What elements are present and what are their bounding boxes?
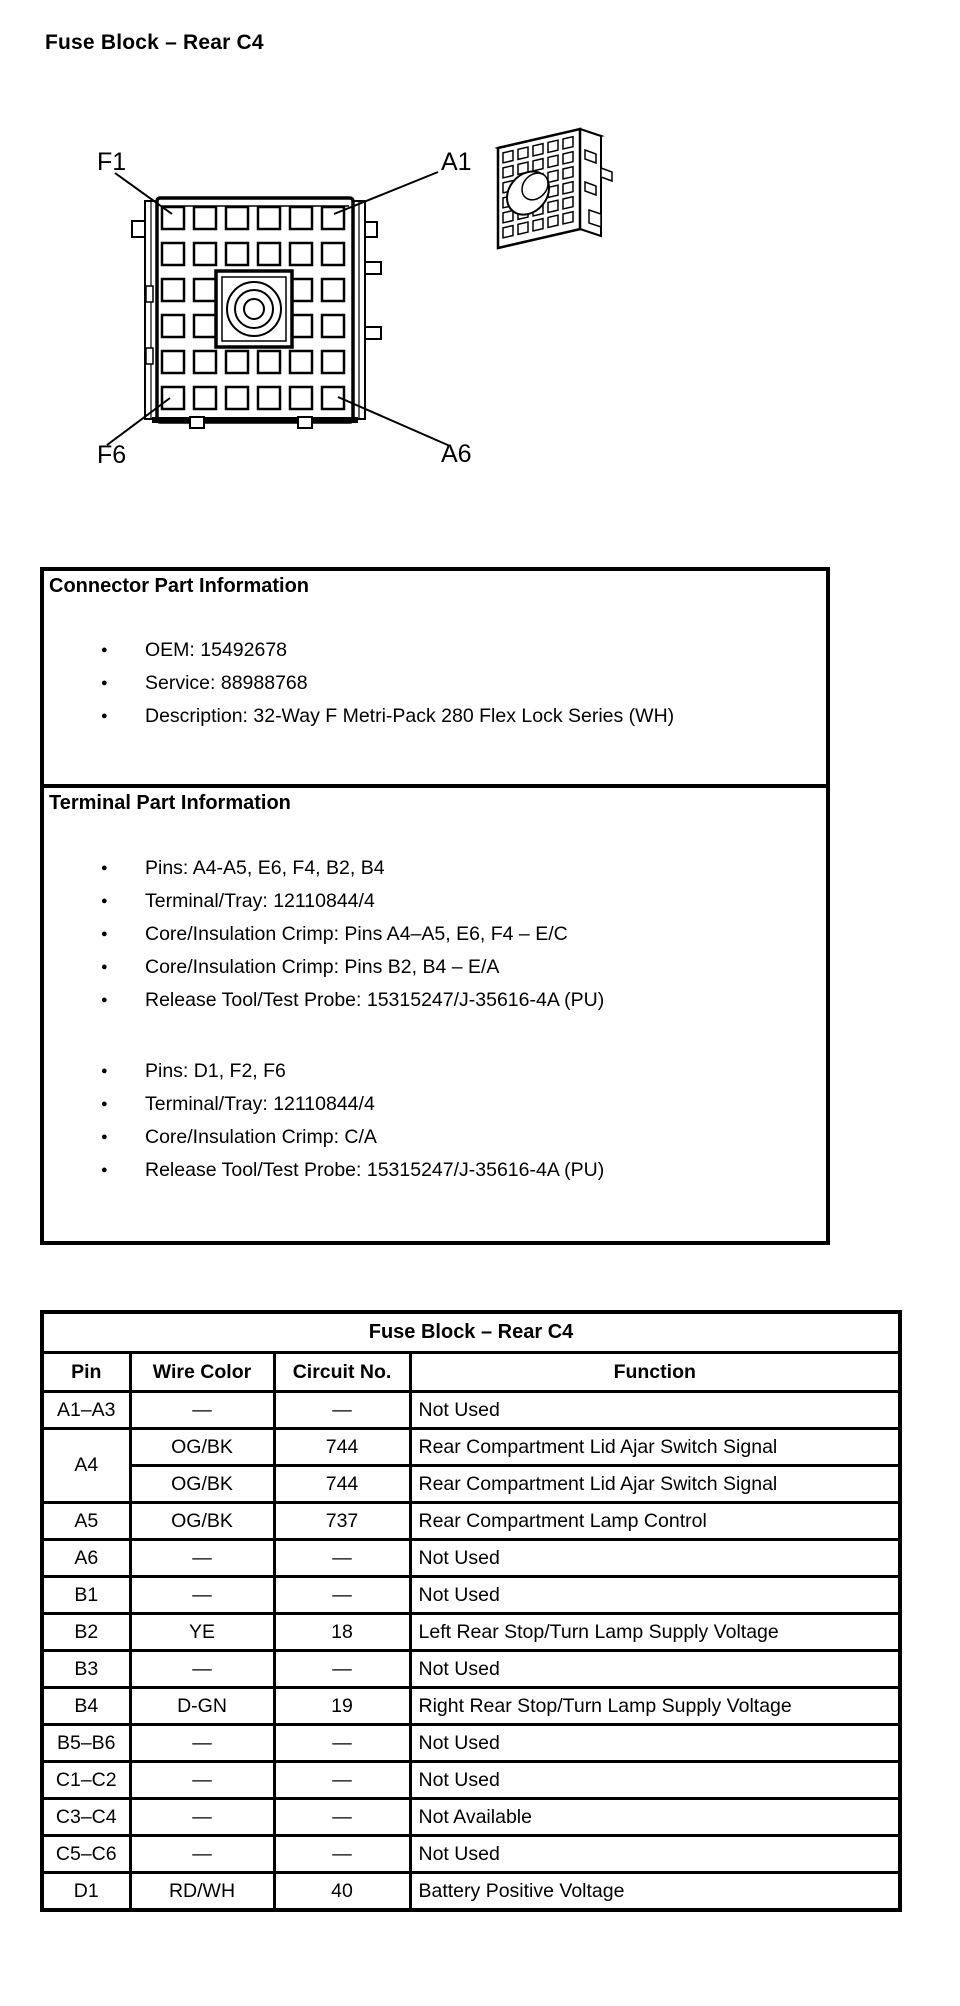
circuit-cell: —	[274, 1392, 410, 1429]
function-cell: Rear Compartment Lid Ajar Switch Signal	[410, 1429, 900, 1466]
pin-hole	[194, 243, 216, 265]
iso-pin-hole	[563, 182, 573, 194]
list-item: ● OEM: 15492678	[145, 634, 818, 667]
table-row	[42, 1651, 900, 1688]
table-row	[42, 1873, 900, 1911]
table-row	[42, 1725, 900, 1762]
pin-cell: A6	[42, 1540, 130, 1577]
iso-pin-hole	[533, 144, 543, 156]
iso-pin-hole	[563, 212, 573, 224]
wire-color-cell: —	[130, 1577, 274, 1614]
wire-color-cell: —	[130, 1725, 274, 1762]
function-cell: Not Available	[410, 1799, 900, 1836]
circuit-cell: —	[274, 1651, 410, 1688]
pin-cell: B2	[42, 1614, 130, 1651]
pin-cell: A5	[42, 1503, 130, 1540]
pin-hole	[290, 243, 312, 265]
pin-label-f6: F6	[97, 441, 127, 469]
pin-cell: D1	[42, 1873, 130, 1911]
page-title: Fuse Block – Rear C4	[45, 31, 264, 54]
pin-cell: B4	[42, 1688, 130, 1725]
pin-cell: C5–C6	[42, 1836, 130, 1873]
wire-color-cell: RD/WH	[130, 1873, 274, 1911]
pin-hole	[322, 351, 344, 373]
iso-pin-hole	[548, 155, 558, 167]
right-mount-tab	[365, 222, 377, 237]
pin-cell: C1–C2	[42, 1762, 130, 1799]
function-cell: Not Used	[410, 1836, 900, 1873]
table-row	[42, 1466, 900, 1503]
function-cell: Rear Compartment Lid Ajar Switch Signal	[410, 1466, 900, 1503]
pin-hole	[194, 387, 216, 409]
header-pin: Pin	[42, 1353, 130, 1392]
center-boss	[216, 271, 292, 347]
list-item: ● Terminal/Tray: 12110844/4	[145, 1088, 818, 1121]
connector-isometric-view	[498, 129, 612, 248]
circuit-cell: 19	[274, 1688, 410, 1725]
pin-hole	[258, 351, 280, 373]
iso-pin-hole	[533, 219, 543, 231]
pin-cell: A4	[42, 1429, 130, 1503]
pin-label-a1: A1	[441, 148, 472, 176]
table-header-row	[42, 1353, 900, 1392]
wire-color-cell: —	[130, 1540, 274, 1577]
list-item: ● Core/Insulation Crimp: Pins B2, B4 – E/A	[145, 951, 818, 984]
function-cell: Not Used	[410, 1540, 900, 1577]
pin-hole	[194, 315, 216, 337]
wire-color-cell: OG/BK	[130, 1503, 274, 1540]
iso-pin-hole	[563, 137, 573, 149]
left-mount-tab	[132, 221, 145, 237]
pin-cell: C3–C4	[42, 1799, 130, 1836]
pin-hole	[194, 207, 216, 229]
table-row	[42, 1762, 900, 1799]
table-title: Fuse Block – Rear C4	[42, 1312, 900, 1353]
function-cell: Not Used	[410, 1725, 900, 1762]
pin-hole	[322, 315, 344, 337]
header-function: Function	[410, 1353, 900, 1392]
circuit-cell: 744	[274, 1466, 410, 1503]
iso-pin-hole	[548, 200, 558, 212]
list-item: ● Core/Insulation Crimp: C/A	[145, 1121, 818, 1154]
function-cell: Battery Positive Voltage	[410, 1873, 900, 1911]
pin-hole	[162, 279, 184, 301]
list-item: ● Pins: A4-A5, E6, F4, B2, B4	[145, 852, 818, 885]
circuit-cell: —	[274, 1762, 410, 1799]
table-row	[42, 1429, 900, 1466]
part-information-box	[40, 567, 830, 1245]
table-row	[42, 1836, 900, 1873]
connector-face-view	[132, 198, 381, 428]
circuit-cell: —	[274, 1725, 410, 1762]
wire-color-cell: —	[130, 1799, 274, 1836]
circuit-cell: 744	[274, 1429, 410, 1466]
pin-label-f1: F1	[97, 148, 127, 176]
circuit-cell: —	[274, 1577, 410, 1614]
pin-hole	[162, 351, 184, 373]
pin-hole	[162, 387, 184, 409]
pin-hole	[290, 207, 312, 229]
pin-hole	[322, 243, 344, 265]
list-item: ● Pins: D1, F2, F6	[145, 1055, 818, 1088]
iso-pin-hole	[563, 167, 573, 179]
pin-cell: A1–A3	[42, 1392, 130, 1429]
circuit-cell: —	[274, 1836, 410, 1873]
wire-color-cell: OG/BK	[130, 1429, 274, 1466]
pin-hole	[258, 243, 280, 265]
circuit-cell: —	[274, 1540, 410, 1577]
function-cell: Rear Compartment Lamp Control	[410, 1503, 900, 1540]
iso-pin-hole	[518, 147, 528, 159]
iso-pin-hole	[563, 197, 573, 209]
list-item: ● Release Tool/Test Probe: 15315247/J-35616-4A (PU)	[145, 984, 818, 1017]
pin-hole	[162, 243, 184, 265]
table-row	[42, 1799, 900, 1836]
iso-pin-hole	[503, 226, 513, 238]
iso-pin-hole	[503, 211, 513, 223]
function-cell: Left Rear Stop/Turn Lamp Supply Voltage	[410, 1614, 900, 1651]
iso-pin-hole	[548, 215, 558, 227]
table-row	[42, 1614, 900, 1651]
table-row	[42, 1392, 900, 1429]
table-body	[42, 1392, 900, 1911]
pin-hole	[290, 387, 312, 409]
wire-color-cell: OG/BK	[130, 1466, 274, 1503]
table-row	[42, 1577, 900, 1614]
iso-pin-hole	[563, 152, 573, 164]
wire-color-cell: YE	[130, 1614, 274, 1651]
iso-pin-hole	[548, 170, 558, 182]
list-item: ● Core/Insulation Crimp: Pins A4–A5, E6, F4 – E/C	[145, 918, 818, 951]
circuit-cell: —	[274, 1799, 410, 1836]
header-circuit-no: Circuit No.	[274, 1353, 410, 1392]
header-wire-color: Wire Color	[130, 1353, 274, 1392]
pin-cell: B1	[42, 1577, 130, 1614]
terminal-part-information-heading: Terminal Part Information	[49, 792, 291, 814]
iso-pin-hole	[548, 140, 558, 152]
iso-pin-hole	[533, 159, 543, 171]
pin-hole	[258, 207, 280, 229]
connector-part-information-heading: Connector Part Information	[49, 575, 310, 597]
pin-hole	[226, 351, 248, 373]
table-row	[42, 1688, 900, 1725]
terminal-info-list-1	[44, 852, 826, 1017]
wire-color-cell: —	[130, 1836, 274, 1873]
function-cell: Not Used	[410, 1392, 900, 1429]
circuit-cell: 40	[274, 1873, 410, 1911]
list-item: ● Service: 88988768	[145, 667, 818, 700]
iso-pin-hole	[503, 166, 513, 178]
terminal-info-list-2	[44, 1055, 826, 1187]
pin-hole	[226, 207, 248, 229]
list-item: ● Terminal/Tray: 12110844/4	[145, 885, 818, 918]
wire-color-cell: —	[130, 1392, 274, 1429]
function-cell: Not Used	[410, 1577, 900, 1614]
connector-pinout-diagram	[40, 95, 620, 485]
function-cell: Not Used	[410, 1651, 900, 1688]
table-row	[42, 1503, 900, 1540]
pin-hole	[322, 279, 344, 301]
terminal-part-information-section	[44, 788, 826, 1187]
connector-info-list	[44, 634, 826, 733]
pin-hole	[290, 351, 312, 373]
table-title-row	[42, 1312, 900, 1353]
pin-cell: B5–B6	[42, 1725, 130, 1762]
pin-cell: B3	[42, 1651, 130, 1688]
circuit-cell: 18	[274, 1614, 410, 1651]
function-cell: Not Used	[410, 1762, 900, 1799]
pin-label-a6: A6	[441, 440, 472, 468]
iso-pin-hole	[518, 222, 528, 234]
wire-color-cell: —	[130, 1651, 274, 1688]
pin-hole	[194, 351, 216, 373]
pin-hole	[226, 243, 248, 265]
list-item: ● Description: 32-Way F Metri-Pack 280 Flex Lock Series (WH)	[145, 700, 818, 733]
connector-part-information-section	[44, 571, 826, 788]
pin-hole	[194, 279, 216, 301]
wire-color-cell: —	[130, 1762, 274, 1799]
list-item: ● Release Tool/Test Probe: 15315247/J-35616-4A (PU)	[145, 1154, 818, 1187]
circuit-cell: 737	[274, 1503, 410, 1540]
table-row	[42, 1540, 900, 1577]
fuse-block-table	[40, 1310, 902, 1912]
pin-hole	[162, 315, 184, 337]
pin-hole	[258, 387, 280, 409]
pin-hole	[226, 387, 248, 409]
iso-pin-hole	[503, 151, 513, 163]
wire-color-cell: D-GN	[130, 1688, 274, 1725]
function-cell: Right Rear Stop/Turn Lamp Supply Voltage	[410, 1688, 900, 1725]
